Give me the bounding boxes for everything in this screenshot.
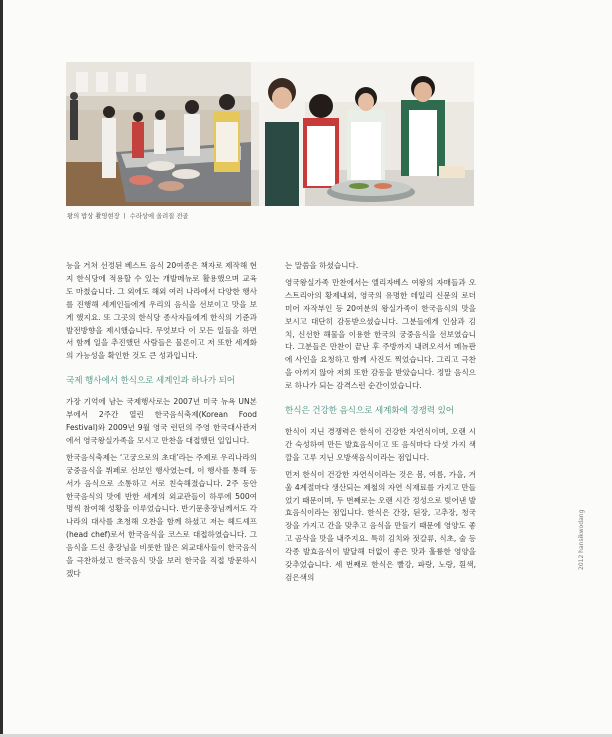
left-paragraph-2: 가장 기억에 남는 국제행사로는 2007년 미국 뉴욕 UN본부에서 2주간 열린 한국음식축제(Korean Food Festival)와 2009년 9월 영국 런던의 주영 한국대사관저에서 영국왕실가족을 모시고 만찬을 대접했던 일입니다. [66, 397, 257, 445]
right-paragraph-3: 한식이 지닌 경쟁력은 한식이 건강한 자연식이며, 오랜 시간 숙성하여 만든 발효음식이고 또 음식마다 다섯 가지 색깔을 고루 지닌 오방색음식이라는 점입니다. [285, 426, 476, 462]
right-paragraph-4: 먼저 한식이 건강한 자연식이라는 것은 봄, 여름, 가을, 겨울 4계절마다 생산되는 제철의 자연 식재료를 가지고 만들었기 때문이며, 두 번째로는 오랜 시간 정성으로 빚어낸 발효음식이라는 점입니다. 한식은 간장, 된장, 고추장, 청국장을 가지고 간을 맞추고 음식을 만들기 때문에 영양도 좋고 곰삭을 맛을 내주지요. 특히 김치와 젓갈류, 식초, 술 등 각종 발효음식이 발달해 더없이 좋은 맛과 훌륭한 영양을 갖추었습니다. 세 번째로 한식은 빨강, 파랑, 노랑, 흰색, 검은색의 [285, 469, 476, 582]
page-edge-shadow [0, 0, 3, 737]
left-paragraph-1: 능을 거쳐 선정된 베스트 음식 20여종은 책자로 제작해 현지 한식당에 적용할 수 있는 개발메뉴로 활용했으며 교육도 마쳤습니다. 그 외에도 해외 여러 나라에서 다양한 행사를 진행해 세계인들에게 우리의 음식을 선보이고 맛을 보게 했지요. 또 그곳의 한식당 종사자들에게 한식의 기준과 발전방향을 제시했습니다. 무엇보다 이 모든 일들을 하면서 함께 일을 추진했던 사람들은 물론이고 저 또한 세계화의 가능성을 확인한 것도 큰 성과입니다. [66, 261, 257, 361]
left-column [66, 260, 257, 585]
right-column [285, 260, 476, 589]
photo-strip [66, 62, 474, 206]
right-paragraph-1: 는 말씀을 하셨습니다. [285, 261, 359, 270]
banquet-hall-photo [66, 62, 251, 206]
right-paragraph-2: 영국왕실가족 만찬에서는 엘리자베스 여왕의 자매들과 오스트리아의 황제내외, 영국의 유명한 데일리 신문의 로더미어 자작부인 등 20여분의 왕실가족이 한국음식의 맛을 보시고 대단히 감동받으셨습니다. 그분들에게 인삼과 김치, 신선한 해물을 이용한 한국의 궁중음식을 선보였습니다. 그분들은 만찬이 끝난 후 주방까지 내려오셔서 메뉴판에 사인을 요청하고 함께 사진도 찍었습니다. 그리고 극찬을 아끼지 않아 저희 또한 감동을 받았습니다. 정말 음식으로 하나가 되는 감격스런 순간이었습니다. [285, 277, 476, 391]
cooks-hotpot-photo [251, 62, 474, 206]
section-heading-international-events: 국제 행사에서 한식으로 세계인과 하나가 되어 [66, 376, 235, 387]
left-paragraph-3: 한국음식축제는 ‘고궁으로의 초대’라는 주제로 우리나라의 궁중음식을 뷔페로 선보인 행사였는데, 이 행사를 통해 동서가 음식으로 소통하고 서로 친숙해졌습니다. 2주 동안 한국음식의 맛에 반한 세계의 외교관들이 하루에 500여 명씩 참여해 성황을 이루었습니다. 반기문총장님께서도 각 나라의 대사를 초청해 오찬을 함께 하셨고 저는 헤드셰프(head chef)로서 한국음식을 코스로 대접하였습니다. 그 음식을 드신 총장님을 비롯한 많은 외교대사들이 한국음식을 극찬하셨고 한국음식 맛을 보러 한국을 직접 방문하시겠다 [66, 452, 257, 578]
margin-label: 2012 hansikwodang [578, 509, 585, 570]
photo-caption: 왕의 밥상 촬영현장 ㅣ 수라상에 올려질 전골 [67, 213, 189, 220]
section-heading-healthy-food: 한식은 건강한 음식으로 세계화에 경쟁력 있어 [285, 406, 454, 417]
